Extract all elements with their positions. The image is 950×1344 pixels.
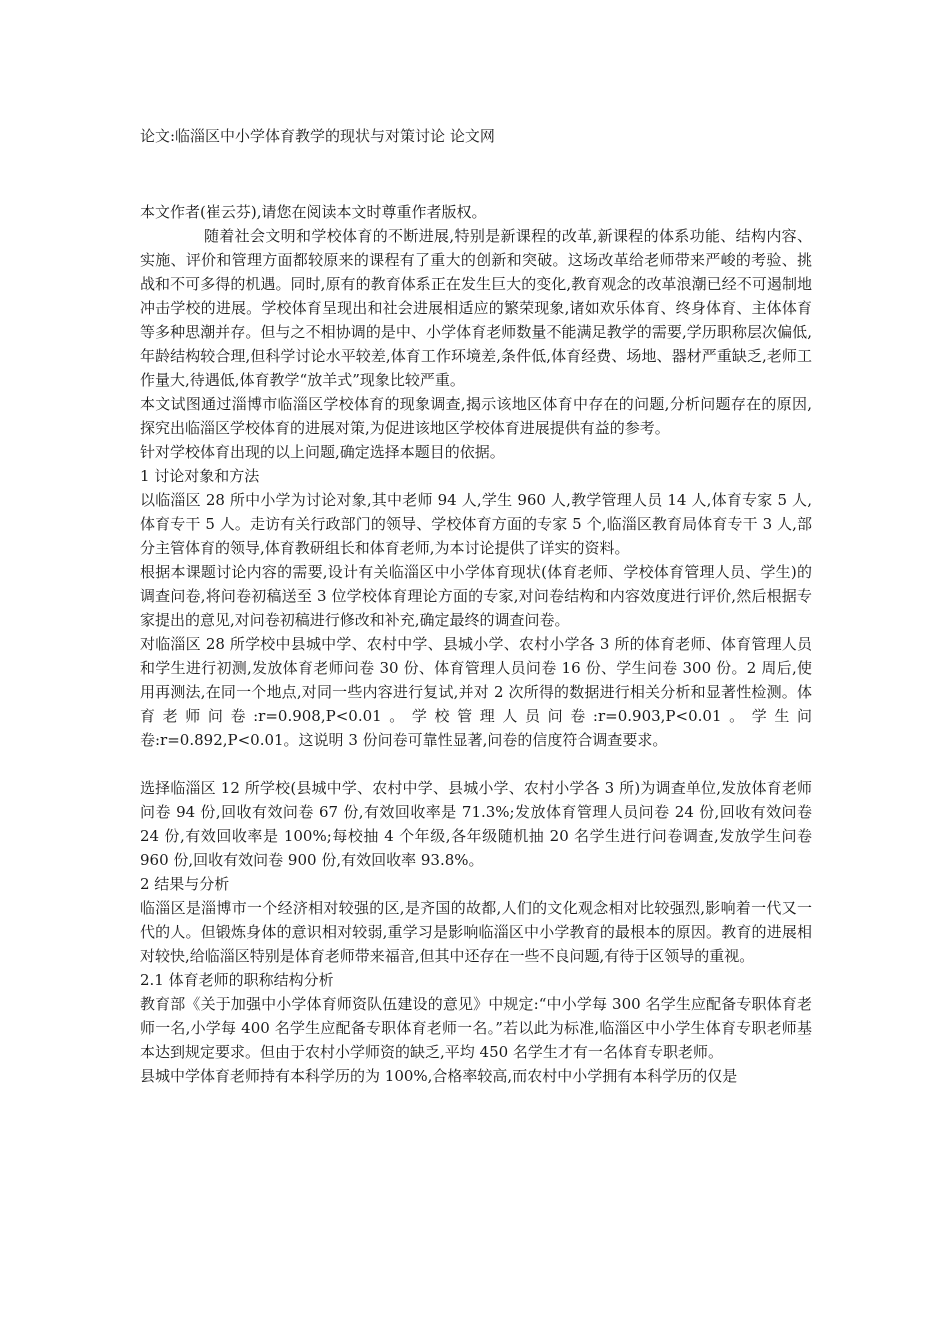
author-note: 本文作者(崔云芬),请您在阅读本文时尊重作者版权。 (140, 203, 487, 221)
paragraph: 本文试图通过淄博市临淄区学校体育的现象调查,揭示该地区体育中存在的问题,分析问题存在的原因,探究出临淄区学校体育的进展对策,为促进该地区学校体育进展提供有益的参考。 (140, 395, 812, 437)
paragraph: 对临淄区 28 所学校中县城中学、农村中学、县城小学、农村小学各 3 所的体育老师、体育管理人员和学生进行初测,发放体育老师问卷 30 份、体育管理人员问卷 16 份、学生问卷 300 份。2 周后,使用再测法,在同一个地点,对同一些内容进行复试,并对 2 次所得的数据进行相关分析和显著性检测。体育老师问卷:r=0.908,P<0.01。学校管理人员问卷:r=0.903,P<0.01。学生问卷:r=0.892,P<0.01。这说明 3 份问卷可靠性显著,问卷的信度符合调查要求。 (140, 635, 812, 749)
document-body (140, 200, 812, 1088)
paragraph: 选择临淄区 12 所学校(县城中学、农村中学、县城小学、农村小学各 3 所)为调查单位,发放体育老师问卷 94 份,回收有效问卷 67 份,有效回收率是 71.3%;发放体育管理人员问卷 24 份,回收有效问卷 24 份,有效回收率是 100%;每校抽 4 个年级,各年级随机抽 20 名学生进行问卷调查,发放学生问卷 960 份,回收有效问卷 900 份,有效回收率 93.8%。 (140, 779, 812, 869)
paragraph: 临淄区是淄博市一个经济相对较强的区,是齐国的故都,人们的文化观念相对比较强烈,影响着一代又一代的人。但锻炼身体的意识相对较弱,重学习是影响临淄区中小学教育的最根本的原因。教育的进展相对较快,给临淄区特别是体育老师带来福音,但其中还存在一些不良问题,有待于区领导的重视。 (140, 899, 812, 965)
blank-line (140, 752, 812, 776)
document-title: 论文:临淄区中小学体育教学的现状与对策讨论 论文网 (140, 127, 495, 145)
paragraph: 教育部《关于加强中小学体育师资队伍建设的意见》中规定:“中小学每 300 名学生应配备专职体育老师一名,小学每 400 名学生应配备专职体育老师一名。”若以此为标准,临淄区中小学生体育专职老师基本达到规定要求。但由于农村小学师资的缺乏,平均 450 名学生才有一名体育专职老师。 (140, 995, 812, 1061)
paragraph: 随着社会文明和学校体育的不断进展,特别是新课程的改革,新课程的体系功能、结构内容、实施、评价和管理方面都较原来的课程有了重大的创新和突破。这场改革给老师带来严峻的考验、挑战和不可多得的机遇。同时,原有的教育体系正在发生巨大的变化,教育观念的改革浪潮已经不可遏制地冲击学校的进展。学校体育呈现出和社会进展相适应的繁荣现象,诸如欢乐体育、终身体育、主体体育等多种思潮并存。但与之不相协调的是中、小学体育老师数量不能满足教学的需要,学历职称层次偏低,年龄结构较合理,但科学讨论水平较差,体育工作环境差,条件低,体育经费、场地、器材严重缺乏,老师工作量大,待遇低,体育教学“放羊式”现象比较严重。 (140, 227, 812, 389)
subsection-heading: 2.1 体育老师的职称结构分析 (140, 971, 334, 989)
paragraph: 县城中学体育老师持有本科学历的为 100%,合格率较高,而农村中小学拥有本科学历的仅是 (140, 1067, 738, 1085)
paragraph: 根据本课题讨论内容的需要,设计有关临淄区中小学体育现状(体育老师、学校体育管理人员、学生)的调查问卷,将问卷初稿送至 3 位学校体育理论方面的专家,对问卷结构和内容效度进行评价,然后根据专家提出的意见,对问卷初稿进行修改和补充,确定最终的调查问卷。 (140, 563, 812, 629)
section-heading: 2 结果与分析 (140, 875, 230, 893)
section-heading: 1 讨论对象和方法 (140, 467, 260, 485)
paragraph: 针对学校体育出现的以上问题,确定选择本题目的依据。 (140, 443, 505, 461)
paragraph: 以临淄区 28 所中小学为讨论对象,其中老师 94 人,学生 960 人,教学管理人员 14 人,体育专家 5 人,体育专干 5 人。走访有关行政部门的领导、学校体育方面的专家 5 个,临淄区教育局体育专干 3 人,部分主管体育的领导,体育教研组长和体育老师,为本讨论提供了详实的资料。 (140, 491, 812, 557)
